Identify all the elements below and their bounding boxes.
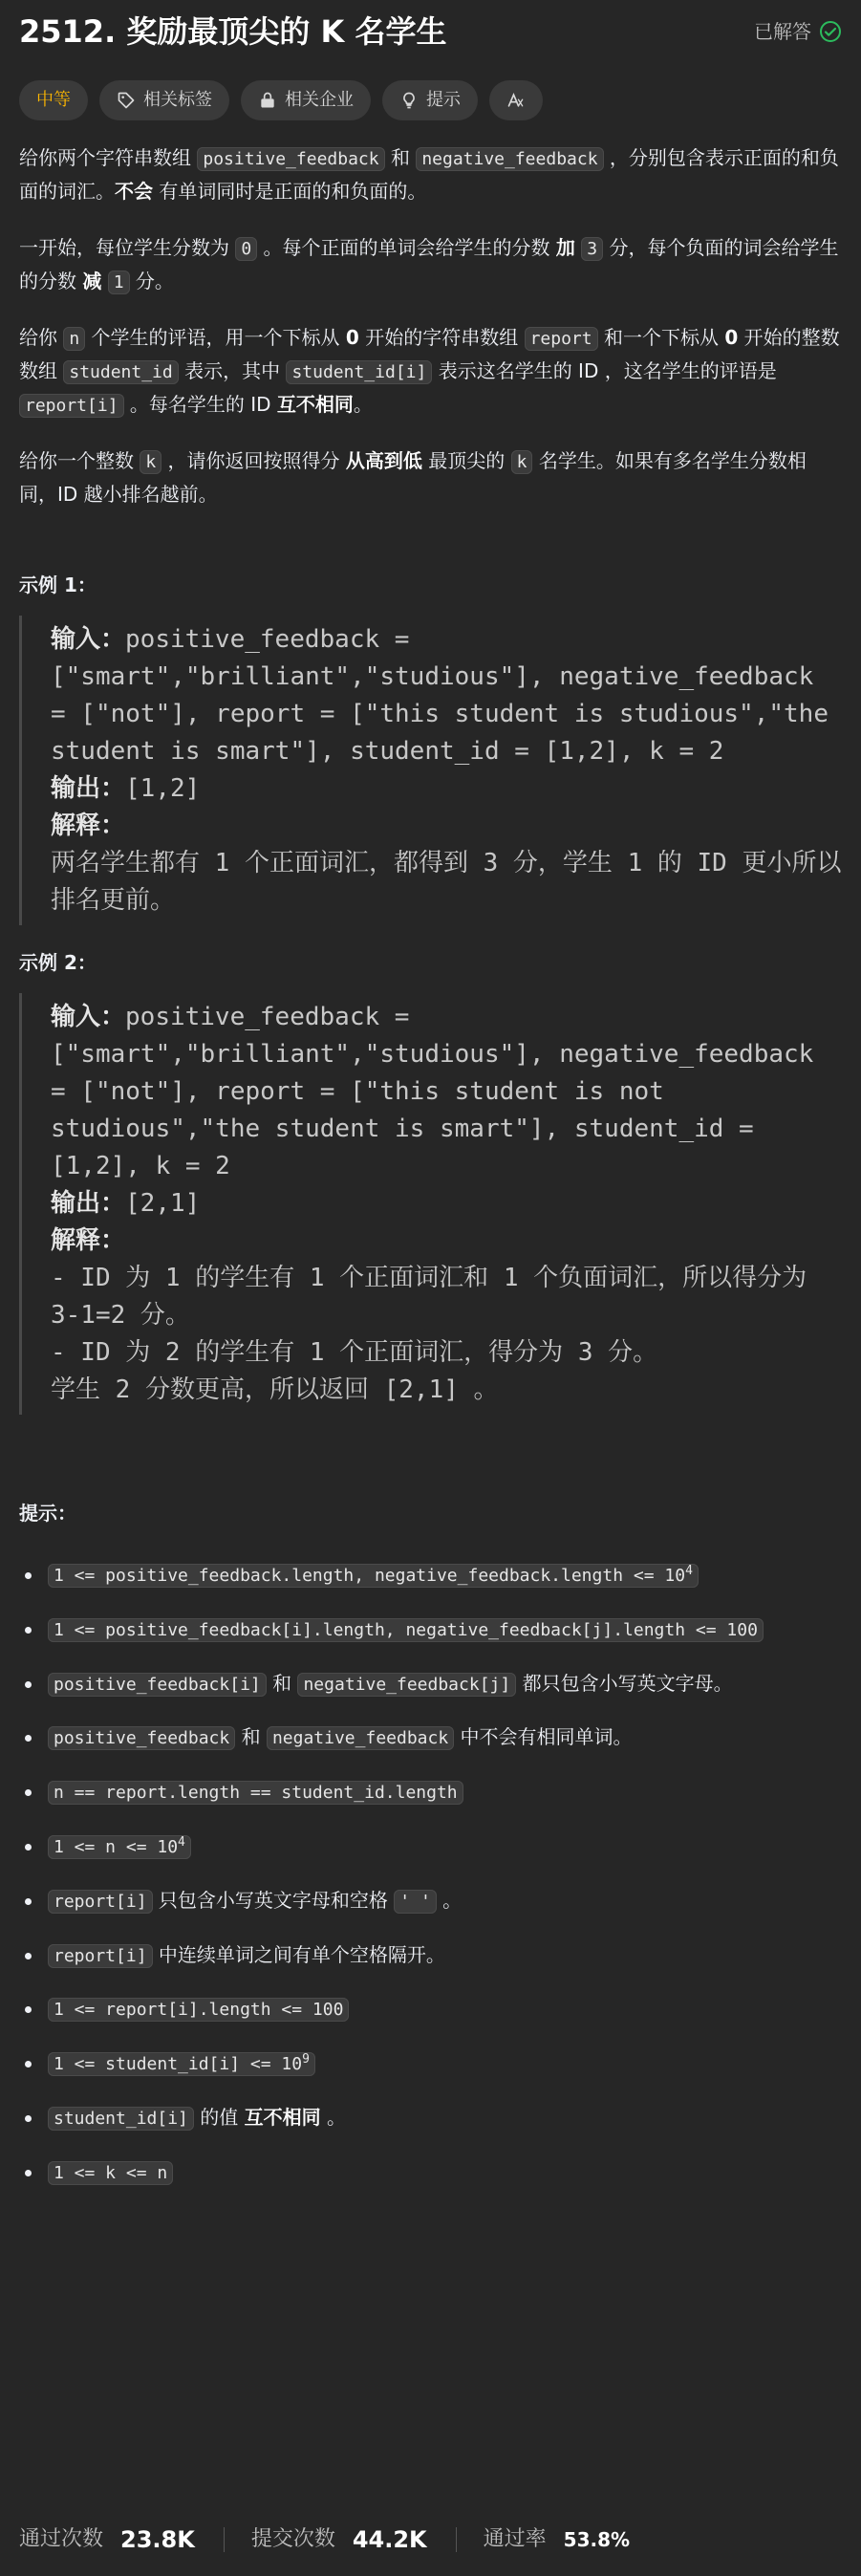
- example-2-input: positive_feedback = ["smart","brilliant","studious"], negative_feedback = ["not"], report = ["this student is not studious","the student is smart"], student_id = [1,2], k = 2: [51, 1003, 829, 1180]
- text: 的值: [193, 2105, 245, 2129]
- bold-text: 互不相同: [244, 2105, 321, 2129]
- submissions-label: 提交次数: [250, 2526, 335, 2551]
- hints-label: 提示: [426, 90, 461, 111]
- text: 1 <= n <= 10: [54, 1836, 179, 1857]
- output-label: 输出：: [51, 774, 126, 803]
- input-label: 输入：: [51, 625, 126, 654]
- solved-status: [754, 15, 842, 49]
- text: 。每个正面的单词会给学生的分数: [257, 236, 556, 259]
- inline-code: 3: [581, 237, 603, 261]
- submissions-count: 44.2K: [352, 2526, 427, 2553]
- translate-icon: [506, 91, 526, 110]
- inline-code: k: [140, 450, 161, 474]
- text: 1 <= positive_feedback.length, negative_feedback.length <= 10: [54, 1566, 686, 1586]
- bold-text: 加: [555, 236, 575, 259]
- example-1-output: [1,2]: [125, 774, 201, 803]
- constraint-item: [19, 1613, 842, 1645]
- explanation-label: 解释：: [51, 812, 126, 840]
- example-2-explanation: - ID 为 1 的学生有 1 个正面词汇和 1 个负面词汇，所以得分为 3-1=2 分。 - ID 为 2 的学生有 1 个正面词汇，得分为 3 分。 学生 2 分数更高，所以返回 [2,1] 。: [51, 1264, 807, 1404]
- example-1-explanation: 两名学生都有 1 个正面词汇，都得到 3 分，学生 1 的 ID 更小所以排名更前。: [51, 849, 842, 915]
- superscript: 9: [302, 2052, 310, 2067]
- text: 表示，其中: [178, 359, 287, 382]
- tag-bar: [19, 80, 842, 120]
- hints-button[interactable]: [382, 80, 478, 120]
- text: 中不会有相同单词。: [454, 1725, 633, 1749]
- example-1-title: 示例 1：: [19, 574, 97, 596]
- inline-code: [48, 1835, 191, 1859]
- text: 名学生。如果有多名学生分数相同，ID 越小排名越前。: [19, 449, 807, 506]
- example-2-title: 示例 2：: [19, 951, 97, 974]
- bold-text: 减: [82, 270, 102, 292]
- inline-code: n: [63, 327, 85, 351]
- text: 一开始，每位学生分数为: [19, 236, 236, 259]
- inline-code: report[i]: [48, 1890, 153, 1914]
- desc-paragraph-2: [19, 231, 842, 298]
- example-2-block: [19, 993, 842, 1415]
- constraint-item: [19, 1668, 842, 1699]
- accepted-count: 23.8K: [120, 2526, 195, 2553]
- constraint-item: [19, 2156, 842, 2188]
- inline-code: negative_feedback: [416, 147, 603, 171]
- bold-text: 从高到低: [345, 449, 422, 472]
- constraint-item: [19, 2102, 842, 2133]
- solved-label: 已解答: [754, 19, 811, 43]
- difficulty-badge: [19, 80, 88, 120]
- constraints-list: [19, 1559, 842, 2188]
- inline-code: positive_feedback: [197, 147, 384, 171]
- related-companies-button[interactable]: [241, 80, 371, 120]
- superscript: 4: [178, 1834, 185, 1850]
- related-tags-button[interactable]: [99, 80, 229, 120]
- bold-text: 0: [724, 326, 739, 349]
- text: 表示这名学生的 ID ，这名学生的评语是: [432, 359, 777, 382]
- text: 分。: [129, 270, 174, 292]
- title-row: [19, 0, 842, 61]
- input-label: 输入：: [51, 1003, 126, 1031]
- problem-description: [19, 141, 842, 2188]
- constraint-item: [19, 1776, 842, 1808]
- text: 。: [353, 393, 373, 416]
- inline-code: student_id: [63, 360, 178, 384]
- example-2-output: [2,1]: [125, 1189, 201, 1218]
- bold-text: 互不相同: [276, 393, 354, 416]
- inline-code: [48, 1564, 699, 1588]
- constraints-title: 提示：: [19, 1502, 76, 1525]
- divider: [224, 2527, 225, 2552]
- desc-paragraph-1: [19, 141, 842, 208]
- text: 。: [436, 1888, 463, 1912]
- inline-code: 1 <= positive_feedback[i].length, negative_feedback[j].length <= 100: [48, 1618, 764, 1642]
- divider: [456, 2527, 457, 2552]
- difficulty-label: 中等: [36, 90, 71, 111]
- explanation-label: 解释：: [51, 1226, 126, 1255]
- constraint-item: [19, 1559, 842, 1591]
- example-1-input: positive_feedback = ["smart","brilliant","studious"], negative_feedback = ["not"], report = ["this student is studious","the student is smart"], student_id = [1,2], k = 2: [51, 625, 844, 766]
- inline-code: 1: [108, 271, 130, 294]
- related-tags-label: 相关标签: [143, 90, 212, 111]
- text: 都只包含小写英文字母。: [516, 1671, 733, 1695]
- inline-code: student_id[i]: [48, 2107, 194, 2131]
- lightbulb-icon: [399, 91, 419, 110]
- text: ，分别包含表示正面的和负面的词汇。: [19, 146, 839, 203]
- inline-code: 0: [235, 237, 257, 261]
- inline-code: k: [511, 450, 533, 474]
- related-companies-label: 相关企业: [285, 90, 354, 111]
- constraint-item: [19, 1939, 842, 1971]
- text: ，请你返回按照得分: [161, 449, 346, 472]
- text: 1 <= student_id[i] <= 10: [54, 2054, 303, 2075]
- desc-paragraph-4: [19, 444, 842, 511]
- inline-code: negative_feedback: [267, 1726, 454, 1750]
- text: 给你一个整数: [19, 449, 140, 472]
- stats-bar: [19, 2520, 630, 2560]
- superscript: 4: [685, 1564, 693, 1578]
- lock-icon: [258, 91, 277, 110]
- text: 有单词同时是正面的和负面的。: [153, 180, 427, 203]
- acceptance-rate: 53.8%: [563, 2527, 631, 2551]
- text: 开始的字符串数组: [358, 326, 525, 349]
- text: 和一个下标从: [597, 326, 725, 349]
- inline-code: report[i]: [48, 1944, 153, 1968]
- inline-code: positive_feedback[i]: [48, 1673, 267, 1697]
- acceptance-rate-label: 通过率: [483, 2526, 547, 2551]
- inline-code: n == report.length == student_id.length: [48, 1781, 463, 1805]
- bold-text: 0: [345, 326, 359, 349]
- text: [101, 270, 107, 292]
- inline-code: 1 <= report[i].length <= 100: [48, 1998, 349, 2022]
- constraint-item: [19, 1830, 842, 1862]
- constraint-item: [19, 1885, 842, 1916]
- inline-code: 1 <= k <= n: [48, 2161, 173, 2185]
- text: 给你两个字符串数组: [19, 146, 198, 169]
- desc-paragraph-3: [19, 321, 842, 422]
- constraint-item: [19, 1993, 842, 2024]
- check-circle-icon: [819, 20, 842, 43]
- accepted-label: 通过次数: [19, 2526, 104, 2551]
- text: 。: [320, 2105, 346, 2129]
- constraint-item: [19, 2047, 842, 2079]
- output-label: 输出：: [51, 1189, 126, 1218]
- inline-code: [48, 2052, 315, 2076]
- text: 。每名学生的 ID: [123, 393, 277, 416]
- inline-code: positive_feedback: [48, 1726, 235, 1750]
- inline-code: ' ': [394, 1890, 437, 1914]
- text: 给你: [19, 326, 64, 349]
- text: 中连续单词之间有单个空格隔开。: [152, 1942, 445, 1966]
- text: 和: [235, 1725, 267, 1749]
- tag-icon: [117, 91, 136, 110]
- text: 只包含小写英文字母和空格: [152, 1888, 395, 1912]
- problem-title[interactable]: 2512. 奖励最顶尖的 K 名学生: [19, 12, 447, 50]
- bold-text: 不会: [115, 180, 153, 203]
- text: 分，每个负面的词会给学生的分数: [19, 236, 839, 292]
- text: 和: [384, 146, 417, 169]
- inline-code: negative_feedback[j]: [297, 1673, 516, 1697]
- text: 开始的整数数组: [19, 326, 840, 382]
- constraint-item: [19, 1721, 842, 1753]
- translate-button[interactable]: [489, 80, 543, 120]
- text: 最顶尖的: [421, 449, 511, 472]
- inline-code: student_id[i]: [286, 360, 432, 384]
- text: 个学生的评语，用一个下标从: [85, 326, 346, 349]
- inline-code: report: [525, 327, 598, 351]
- text: 和: [266, 1671, 298, 1695]
- example-1-block: [19, 616, 842, 925]
- inline-code: report[i]: [19, 394, 124, 418]
